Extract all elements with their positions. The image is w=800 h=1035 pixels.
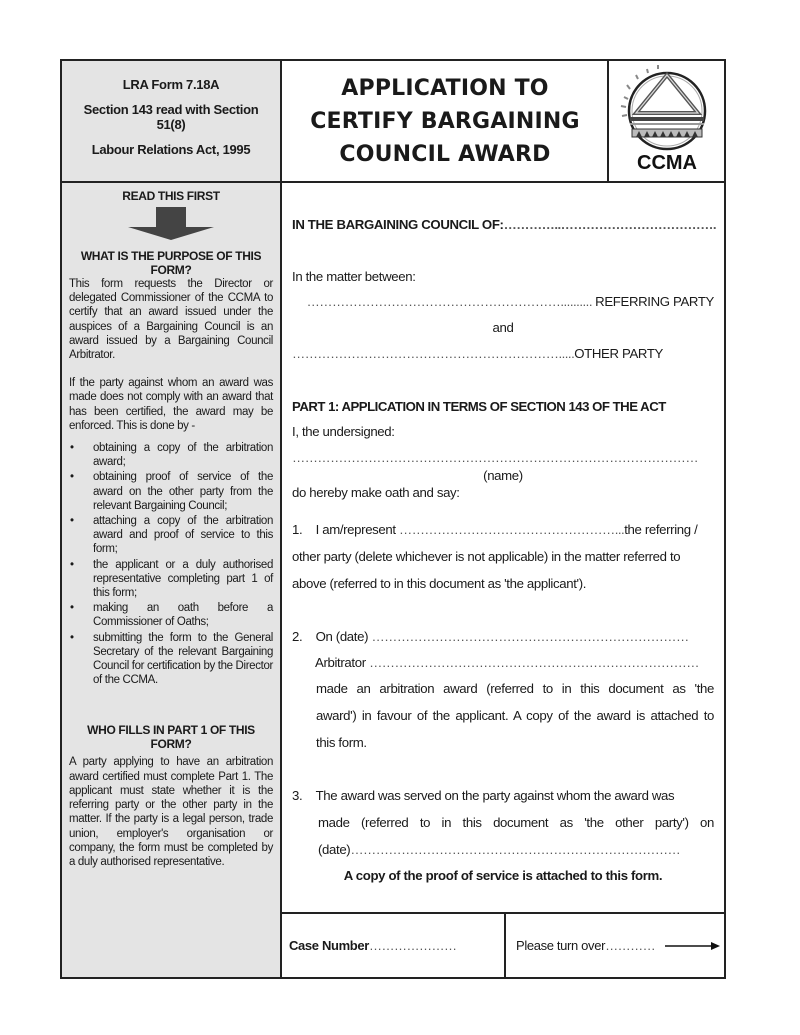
section-reference-cont: 51(8) bbox=[156, 117, 186, 132]
step-text: making an oath before a Commissioner of Oaths; bbox=[93, 602, 273, 629]
item-3-line-1: The award was served on the party against whom the award was bbox=[315, 788, 675, 803]
award-date-input[interactable]: ………………………………………………………………… bbox=[371, 629, 689, 644]
arbitrator-input[interactable]: …………………………………………………………………… bbox=[369, 655, 699, 670]
application-form bbox=[282, 183, 724, 912]
item-2-line-5: this form. bbox=[316, 735, 367, 750]
item-2 bbox=[292, 629, 714, 644]
case-number-input[interactable]: ………………… bbox=[368, 938, 457, 953]
proof-of-service-note: A copy of the proof of service is attached to this form. bbox=[343, 868, 663, 883]
title-line-2: CERTIFY BARGAINING bbox=[310, 108, 580, 134]
list-item bbox=[69, 470, 273, 513]
list-item bbox=[69, 631, 273, 688]
bullet-icon: • bbox=[70, 558, 74, 571]
other-party-input[interactable]: ………………………………………………………..... bbox=[292, 346, 575, 361]
instructions-sidebar bbox=[62, 183, 280, 977]
arbitrator-label: Arbitrator bbox=[315, 655, 366, 670]
who-fills-heading-line-2: FORM? bbox=[150, 737, 192, 752]
council-field[interactable] bbox=[292, 217, 717, 232]
who-fills-heading-line-1: WHO FILLS IN PART 1 OF THIS bbox=[87, 723, 255, 738]
council-label: IN THE BARGAINING COUNCIL OF: bbox=[292, 217, 504, 232]
item-1-line-3: above (referred to in this document as 'the applicant'). bbox=[292, 576, 587, 591]
list-item bbox=[69, 441, 273, 469]
turn-over-dots: ………… bbox=[605, 938, 656, 953]
bullet-icon: • bbox=[70, 471, 74, 484]
name-caption: (name) bbox=[483, 468, 523, 483]
represent-input[interactable]: ……………………………………………... bbox=[399, 522, 625, 537]
item-3-line-2: made (referred to in this document as 'the other party') on bbox=[318, 815, 714, 830]
item-1-prefix: I am/represent bbox=[315, 522, 396, 537]
other-party-field[interactable] bbox=[292, 346, 714, 361]
and-text: and bbox=[492, 320, 514, 335]
referring-party-field[interactable] bbox=[292, 294, 714, 309]
item-2-number: 2. bbox=[292, 629, 303, 644]
list-item bbox=[69, 601, 273, 629]
service-date-label: (date) bbox=[318, 842, 351, 857]
service-date-input[interactable]: …………………………………………………………………… bbox=[350, 842, 681, 857]
arrow-down-icon bbox=[126, 207, 216, 241]
item-3 bbox=[292, 788, 714, 803]
who-fills-heading bbox=[69, 723, 273, 751]
item-1-number: 1. bbox=[292, 522, 303, 537]
matter-between: In the matter between: bbox=[292, 269, 416, 284]
step-text: obtaining a copy of the arbitration award; bbox=[93, 442, 273, 469]
read-first-heading: READ THIS FIRST bbox=[122, 189, 220, 203]
step-text: attaching a copy of the arbitration award and proof of service to this form; bbox=[93, 515, 273, 556]
list-item bbox=[69, 514, 273, 557]
case-number-field[interactable] bbox=[282, 914, 504, 977]
council-input[interactable]: …………..………………………………. bbox=[503, 217, 717, 232]
turn-over-text: Please turn over bbox=[516, 938, 606, 953]
purpose-heading-line-2: FORM? bbox=[150, 263, 192, 277]
name-input[interactable]: …………………………………………………………………………………… bbox=[292, 450, 698, 465]
form-number: LRA Form 7.18A bbox=[122, 77, 220, 92]
page-title bbox=[282, 61, 608, 181]
bullet-icon: • bbox=[70, 515, 74, 528]
bullet-icon: • bbox=[70, 602, 74, 615]
ccma-emblem-icon bbox=[610, 61, 724, 181]
item-2-line-4: award') in favour of the applicant. A copy of the award is attached to bbox=[316, 708, 714, 723]
purpose-heading bbox=[69, 249, 273, 277]
arbitrator-field[interactable] bbox=[315, 655, 714, 670]
referring-party-label: REFERRING PARTY bbox=[595, 294, 714, 309]
step-text: obtaining proof of service of the award on the other party from the relevant Bargaining Council; bbox=[93, 471, 273, 512]
item-1-line-2: other party (delete whichever is not applicable) in the matter referred to bbox=[292, 549, 681, 564]
arrow-right-icon bbox=[665, 941, 721, 951]
referring-party-input[interactable]: …………………………………………………….......... bbox=[306, 294, 596, 309]
item-2-line-3: made an arbitration award (referred to in this document as 'the bbox=[316, 681, 714, 696]
oath-text: do hereby make oath and say: bbox=[292, 485, 460, 500]
enforcement-steps bbox=[69, 441, 273, 687]
award-date-label: On (date) bbox=[315, 629, 369, 644]
step-text: submitting the form to the General Secretary of the relevant Bargaining Council for certification by the Director of the CCMA. bbox=[93, 631, 273, 687]
title-line-1: APPLICATION TO bbox=[341, 75, 549, 101]
enforcement-text: If the party against whom an award was made does not comply with an award that has been certified, the award may be enforced. This is done by - bbox=[69, 377, 273, 432]
service-date-field[interactable] bbox=[318, 842, 714, 857]
form-reference bbox=[62, 61, 280, 181]
bullet-icon: • bbox=[70, 631, 74, 644]
section-reference: Section 143 read with Section bbox=[83, 102, 259, 117]
item-3-number: 3. bbox=[292, 788, 303, 803]
other-party-label: OTHER PARTY bbox=[574, 346, 663, 361]
item-1-suffix: the referring / bbox=[624, 522, 698, 537]
who-fills-text: A party applying to have an arbitration award certified must complete Part 1. The applicant must state whether it is the referring party or the other party in the matter. If the party is a legal person, trade union, employer's organisation or company, the form must be completed by a duly authorised representative. bbox=[69, 756, 273, 868]
case-number-label: Case Number bbox=[289, 938, 369, 953]
act-name: Labour Relations Act, 1995 bbox=[91, 142, 251, 157]
step-text: the applicant or a duly authorised representative completing part 1 of this form; bbox=[93, 558, 273, 600]
title-line-3: COUNCIL AWARD bbox=[339, 141, 551, 167]
list-item bbox=[69, 558, 273, 601]
turn-over-note bbox=[506, 914, 724, 977]
bullet-icon: • bbox=[70, 442, 74, 455]
ccma-logo bbox=[610, 61, 724, 181]
purpose-text: This form requests the Director or delegated Commissioner of the CCMA to certify that an award issued under the auspices of a Bargaining Council is an award issued by a Bargaining Council Arbitrator. bbox=[69, 278, 273, 362]
undersigned-text: I, the undersigned: bbox=[292, 424, 395, 439]
item-1 bbox=[292, 522, 714, 537]
part1-heading: PART 1: APPLICATION IN TERMS OF SECTION 143 OF THE ACT bbox=[292, 399, 666, 414]
logo-text: CCMA bbox=[637, 152, 697, 174]
purpose-heading-line-1: WHAT IS THE PURPOSE OF THIS bbox=[80, 249, 262, 263]
